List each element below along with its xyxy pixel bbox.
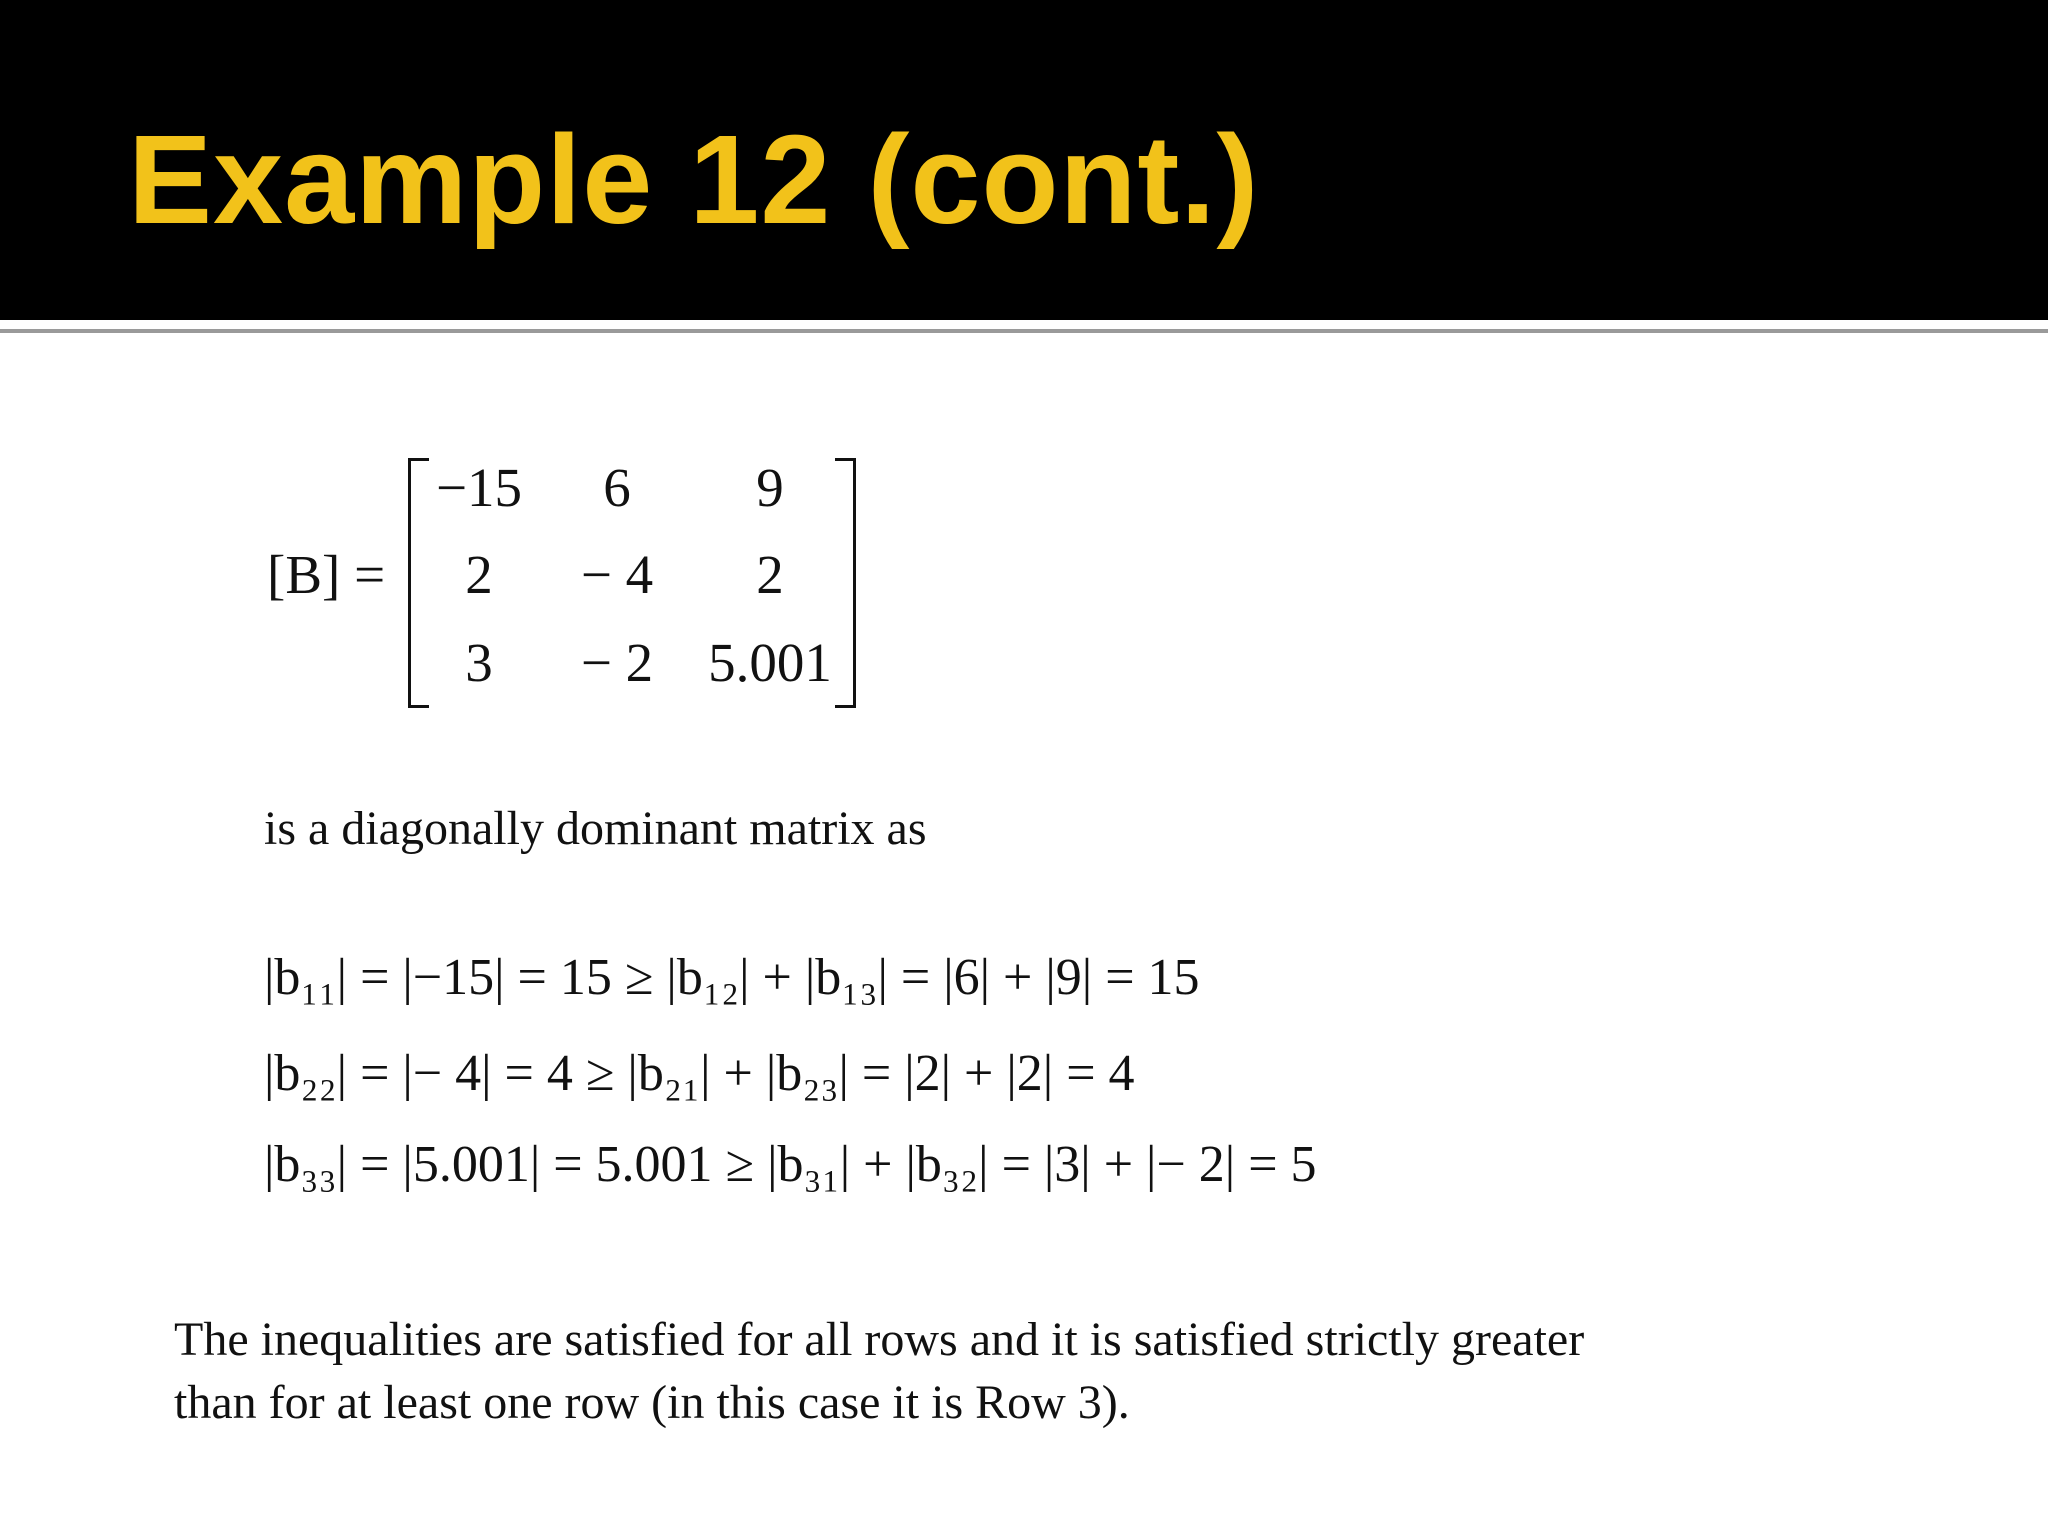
matrix-cell-r1c3: 9	[756, 457, 784, 518]
conclusion-line-1: The inequalities are satisfied for all rows and it is satisfied strictly greater	[174, 1313, 1585, 1366]
matrix-cell-r3c2: − 2	[580, 632, 654, 693]
matrix-cell-r3c3: 5.001	[708, 632, 832, 693]
description-text: is a diagonally dominant matrix as	[264, 802, 927, 855]
matrix-cell-r2c2: − 4	[580, 544, 654, 605]
conclusion-line-2: than for at least one row (in this case it is Row 3).	[174, 1376, 1130, 1429]
matrix-label: [B] =	[267, 544, 386, 605]
matrix-cell-r1c2: 6	[603, 457, 631, 518]
matrix-cell-r2c1: 2	[465, 544, 493, 605]
title-divider	[0, 320, 2048, 326]
slide-title: Example 12 (cont.)	[128, 109, 1260, 250]
inequality-row-2: |b₂₂| = |− 4| = 4 ≥ |b₂₁| + |b₂₃| = |2| + |2| = 4	[264, 1045, 1135, 1102]
matrix-cell-r3c1: 3	[465, 632, 493, 693]
matrix-cell-r2c3: 2	[756, 544, 784, 605]
inequality-row-1: |b₁₁| = |−15| = 15 ≥ |b₁₂| + |b₁₃| = |6| + |9| = 15	[264, 949, 1200, 1006]
inequality-row-3: |b₃₃| = |5.001| = 5.001 ≥ |b₃₁| + |b₃₂| = |3| + |− 2| = 5	[264, 1136, 1317, 1193]
title-divider-shadow	[0, 329, 2048, 333]
matrix-cell-r1c1: −15	[435, 457, 523, 518]
